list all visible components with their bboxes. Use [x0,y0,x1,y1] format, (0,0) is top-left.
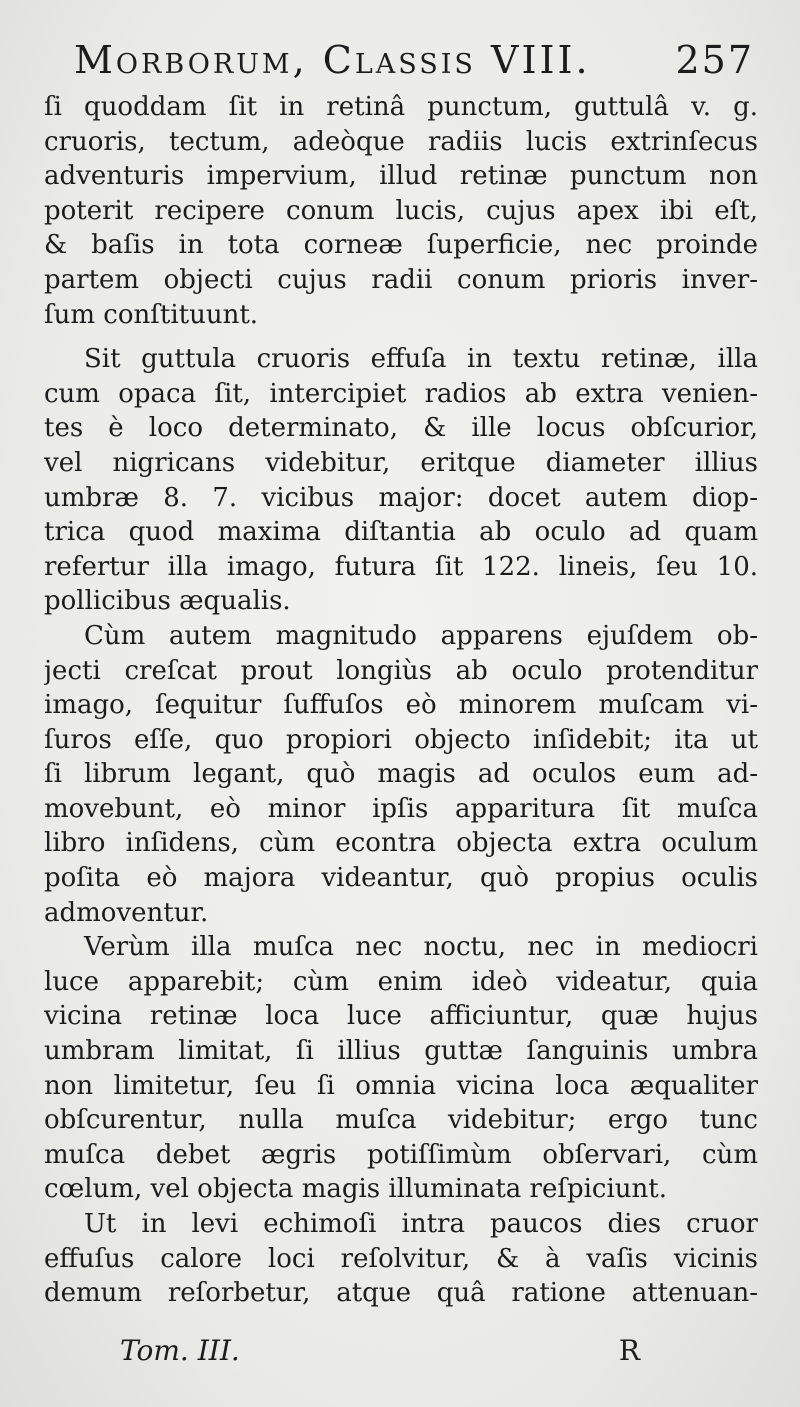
text-line: imago, ſequitur ſuffuſos eò minorem muſcam vi- [44,690,758,721]
text-line: partem objecti cujus radii conum prioris inver- [44,264,758,295]
text-line: poſita eò majora videantur, quò propius oculis [44,863,758,894]
text-line: adventuris impervium, illud retinæ punctum non [44,161,758,192]
text-line: refertur illa imago, futura ſit 122. lineis, ſeu 10. [44,551,758,582]
body-text [44,90,758,1311]
text-line: luce apparebit; cùm enim ideò videatur, quia [44,966,758,997]
paragraph [44,342,758,619]
text-line: vicina retinæ loca luce afficiuntur, quæ hujus [44,1001,758,1032]
text-line: ſum conſtituunt. [44,299,259,330]
text-line: obſcurentur, nulla muſca videbitur; ergo tunc [44,1105,758,1136]
text-line: Verùm illa muſca nec noctu, nec in mediocri [84,932,758,963]
paragraph [44,90,758,332]
text-line: movebunt, eò minor ipſis apparitura ſit muſca [44,793,758,824]
text-line: & baſis in tota corneæ ſuperficie, nec proinde [44,230,758,261]
text-line: ſi quoddam ſit in retinâ punctum, guttulâ v. g. [44,92,758,122]
volume-label: Tom. III. [120,1334,240,1367]
text-line: effuſus calore loci reſolvitur, & à vaſis vicinis [44,1243,758,1274]
text-line: pollicibus æqualis. [44,586,291,617]
text-line: tes è loco determinato, & ille locus obſcurior, [44,413,758,444]
text-line: cum opaca ſit, intercipiet radios ab extra venien- [44,378,758,409]
text-line: non limitetur, ſeu ſi omnia vicina loca æqualiter [44,1070,758,1101]
text-line: vel nigricans videbitur, eritque diameter illius [44,447,758,478]
running-header [74,38,754,96]
text-line: ſuros eſſe, quo propiori objecto inſidebit; ita ut [44,724,758,755]
paragraph [44,619,758,930]
text-line: demum reſorbetur, atque quâ ratione attenuan- [44,1278,758,1309]
text-line: Cùm autem magnitudo apparens ejuſdem ob- [84,620,758,651]
page-footer [120,1334,640,1367]
text-line: trica quod maxima diſtantia ab oculo ad quam [44,517,758,548]
text-line: Ut in levi echimoſi intra paucos dies cruor [84,1209,758,1239]
signature-mark: R [618,1334,640,1367]
text-line: jecti creſcat prout longiùs ab oculo protenditur [44,655,758,686]
text-line: muſca debet ægris potiſſimùm obſervari, cùm [44,1139,758,1170]
page-number: 257 [675,38,754,82]
paragraph [44,930,758,1207]
text-line: umbram limitat, ſi illius guttæ ſanguinis umbra [44,1036,758,1067]
text-line: Sit guttula cruoris effuſa in textu retinæ, illa [84,344,758,375]
text-line: cruoris, tectum, adeòque radiis lucis extrinſecus [44,126,758,157]
text-line: poterit recipere conum lucis, cujus apex ibi eſt, [44,195,758,226]
text-line: cœlum, vel objecta magis illuminata reſpiciunt. [44,1174,668,1205]
running-title: Morborum, Classis VIII. [74,38,591,82]
text-line: umbræ 8. 7. vicibus major: docet autem diop- [44,482,758,513]
paragraph [44,1207,758,1311]
text-line: admoventur. [44,897,209,928]
text-line: libro inſidens, cùm econtra objecta extra oculum [44,828,758,859]
text-line: ſi librum legant, quò magis ad oculos eum ad- [44,759,758,790]
